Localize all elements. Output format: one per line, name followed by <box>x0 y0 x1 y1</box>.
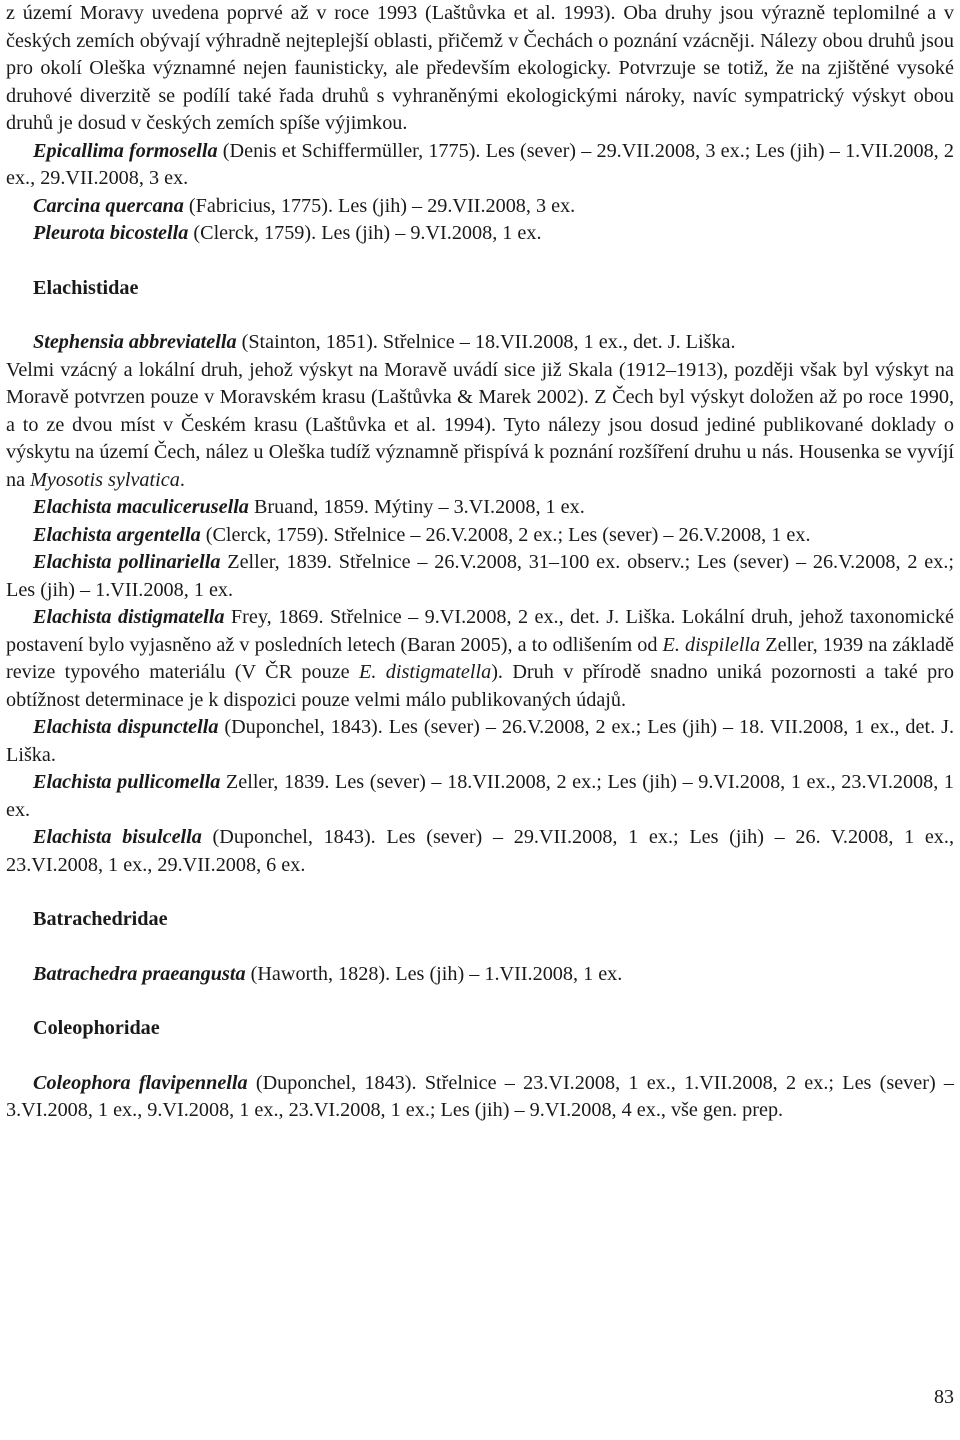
record-text: (Duponchel, 1843). Střelnice – 23.VI.2008, 1 ex., 1.VII.2008, 2 ex.; Les (sever) – 3.VI.2008, 1 ex., 9.VI.2008, 1 ex., 23.VI.2008, 1 ex.; Les (jih) – 9.VI.2008, 4 ex., vše gen. prep. <box>6 1071 954 1121</box>
record-text: Bruand, 1859. Mýtiny – 3.VI.2008, 1 ex. <box>248 496 585 518</box>
species-record <box>6 549 954 604</box>
intro-paragraph: z území Moravy uvedena poprvé až v roce 1993 (Laštůvka et al. 1993). Oba druhy jsou výrazně teplomilné a v českých zemích obývají výhradně nejteplejší oblasti, přičemž v Čechách o poznání vzácněji. Nálezy obou druhů jsou pro okolí Oleška významné nejen faunisticky, ale především ekologicky. Potvrzuje se totiž, že na zjištěné vysoké druhové diverzitě se podílí také řada druhů s vyhraněnými ekologickými nároky, navíc sympatrický výskyt obou druhů je dosud v českých zemích spíše výjimkou. <box>6 2 954 134</box>
species-record <box>6 714 954 769</box>
species-record <box>6 329 954 357</box>
spacer <box>6 934 954 961</box>
species-record <box>6 961 954 989</box>
species-ref: E. distigmatella <box>359 661 492 683</box>
species-record <box>6 193 954 221</box>
species-record <box>6 769 954 824</box>
species-name: Elachista pollinariella <box>33 551 221 573</box>
species-name: Batrachedra praeangusta <box>33 962 246 985</box>
record-text: (Stainton, 1851). Střelnice – 18.VII.2008, 1 ex., det. J. Liška. <box>236 331 736 353</box>
family-heading: Coleophoridae <box>33 1017 160 1039</box>
page-number: 83 <box>934 1386 954 1408</box>
species-record <box>6 522 954 550</box>
species-name: Carcina quercana <box>33 194 184 217</box>
record-text: (Duponchel, 1843). Les (sever) – 26.V.2008, 2 ex.; Les (jih) – 18. VII.2008, 1 ex., det. J. Liška. <box>6 716 954 766</box>
host-plant: Myosotis sylvatica <box>30 468 180 491</box>
species-name: Coleophora flavipennella <box>33 1071 248 1094</box>
species-name: Stephensia abbreviatella <box>33 331 237 353</box>
species-record <box>6 1070 954 1125</box>
record-text: Zeller, 1839. Les (sever) – 18.VII.2008, 2 ex.; Les (jih) – 9.VI.2008, 1 ex., 23.VI.2008, 1 ex. <box>6 771 954 821</box>
species-name: Elachista dispunctella <box>33 716 219 738</box>
species-ref: E. dispilella <box>662 633 761 656</box>
species-name: Elachista argentella <box>33 523 201 546</box>
spacer <box>6 988 954 1015</box>
species-name: Elachista distigmatella <box>33 606 225 628</box>
species-name: Pleurota bicostella <box>33 222 189 244</box>
family-heading: Batrachedridae <box>33 908 168 930</box>
species-record: Elachista distigmatella Frey, 1869. Střelnice – 9.VI.2008, 2 ex., det. J. Liška. Lokální druh, jehož taxonomické postavení bylo vyjasněno až v posledních letech (Baran 2005), a to odlišením od E. dispilella Zeller, 1939 na základě revize typového materiálu (V ČR pouze E. distigmatella). Druh v přírodě snadno uniká pozornosti a také pro obtížnost determinace je k dispozici pouze velmi málo publikovaných údajů. <box>6 606 955 711</box>
species-record <box>6 824 954 879</box>
species-record <box>6 494 954 522</box>
spacer <box>6 879 954 906</box>
record-text: Zeller, 1839. Střelnice – 26.V.2008, 31–100 ex. observ.; Les (sever) – 26.V.2008, 2 ex.; Les (jih) – 1.VII.2008, 1 ex. <box>6 551 955 601</box>
species-name: Elachista pullicomella <box>33 771 221 793</box>
record-text: (Clerck, 1759). Les (jih) – 9.VI.2008, 1 ex. <box>188 222 542 244</box>
family-heading: Elachistidae <box>33 276 139 299</box>
spacer <box>6 1043 954 1070</box>
record-text: (Clerck, 1759). Střelnice – 26.V.2008, 2 ex.; Les (sever) – 26.V.2008, 1 ex. <box>200 523 811 546</box>
species-name: Elachista maculicerusella <box>33 496 249 518</box>
species-note: Velmi vzácný a lokální druh, jehož výskyt na Moravě uvádí sice již Skala (1912–1913), později však byl výskyt na Moravě potvrzen pouze v Moravském krasu (Laštůvka & Marek 2002). Z Čech byl výskyt doložen až po roce 1990, a to ze dvou míst v Českém krasu (Laštůvka et al. 1994). Tyto nálezy jsou dosud jediné publikované doklady o výskytu na území Čech, nález u Oleška tudíž významně přispívá k poznání rozšíření druhu u nás. Housenka se vyvíjí na Myosotis sylvatica. <box>6 358 954 491</box>
species-record <box>6 220 954 248</box>
spacer <box>6 302 954 329</box>
record-text: (Fabricius, 1775). Les (jih) – 29.VII.2008, 3 ex. <box>183 194 576 217</box>
text-column <box>6 0 954 1125</box>
species-name: Elachista bisulcella <box>33 826 202 848</box>
species-record <box>6 138 954 193</box>
record-text: (Haworth, 1828). Les (jih) – 1.VII.2008, 1 ex. <box>245 962 623 985</box>
spacer <box>6 248 954 275</box>
species-name: Epicallima formosella <box>33 139 218 162</box>
record-text: (Duponchel, 1843). Les (sever) – 29.VII.2008, 1 ex.; Les (jih) – 26. V.2008, 1 ex., 23.VI.2008, 1 ex., 29.VII.2008, 6 ex. <box>6 826 954 876</box>
record-text: (Denis et Schiffermüller, 1775). Les (sever) – 29.VII.2008, 3 ex.; Les (jih) – 1.VII.2008, 2 ex., 29.VII.2008, 3 ex. <box>6 139 954 189</box>
